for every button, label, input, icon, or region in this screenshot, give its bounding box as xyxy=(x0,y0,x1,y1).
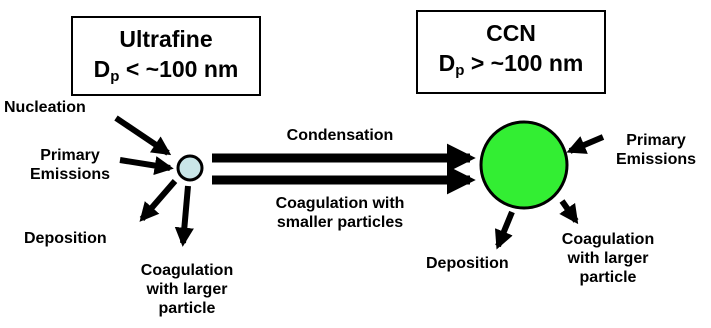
deposition-right-label: Deposition xyxy=(426,255,509,272)
coagulation-left-arrow xyxy=(183,186,188,243)
primary-emissions-left-label: Primary Emissions xyxy=(29,147,111,183)
ccn-title: CCN xyxy=(486,20,536,46)
ultrafine-particle xyxy=(178,156,202,180)
coagulation-left-label: Coagulation with larger particle xyxy=(140,262,234,317)
ultrafine-title: Ultrafine xyxy=(119,26,213,52)
ultrafine-size-label: $D_p$ < ~100 nm xyxy=(93,56,239,85)
deposition-right-arrow xyxy=(498,212,512,246)
primary-emissions-right-label: Primary Emissions xyxy=(615,132,697,168)
primary-emissions-right-arrow xyxy=(570,137,603,151)
coagulation-right-label: Coagulation with larger particle xyxy=(561,231,655,286)
ccn-particle xyxy=(481,122,567,208)
primary-emissions-left-arrow xyxy=(120,160,170,168)
ccn-size-label: $D_p$ > ~100 nm xyxy=(438,50,584,79)
coagulation-right-arrow xyxy=(562,201,576,221)
nucleation-label: Nucleation xyxy=(4,99,86,116)
condensation-label: Condensation xyxy=(286,127,394,144)
coagulation-smaller-label: Coagulation with smaller particles xyxy=(275,195,405,231)
deposition-left-arrow xyxy=(142,181,175,219)
nucleation-arrow xyxy=(116,118,168,153)
deposition-left-label: Deposition xyxy=(24,230,107,247)
